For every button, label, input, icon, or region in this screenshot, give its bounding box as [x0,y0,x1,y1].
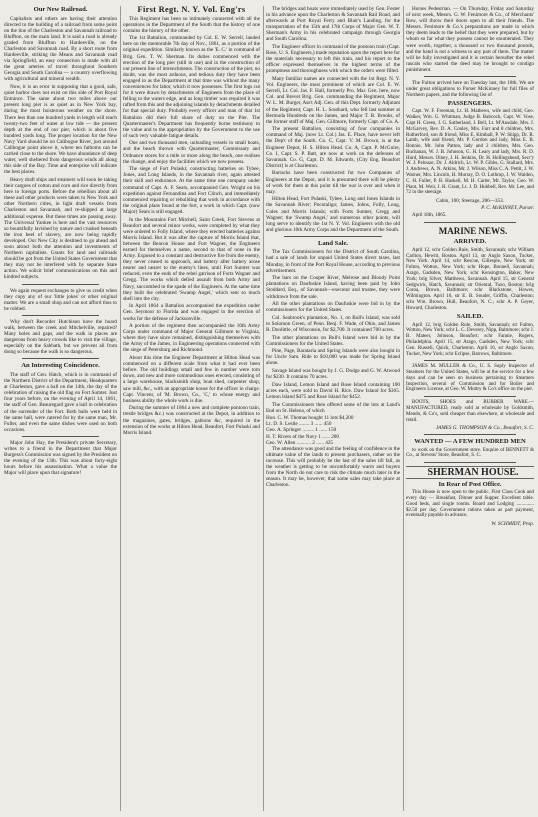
paragraph: Capitalists and others are having their attention directed to the building of a railroad from some point on the line of the Charleston and Savannah railroad to Bluffton, on the main land. It is said a road is already graded from Bluffton to Hardeeville, on the Charleston and Savannah road. By a short route from Hardeeville, striking the Means and Savannah road via Springfield, an easy connection is made with all the great arteries of travel throughout Southern Georgia and South Carolina — a country overflowing with agricultural and mineral wealth. [4,15,117,83]
sale-row: H. T. Rivers of the Navy 1 ...... 200 [266,433,339,440]
paragraph: Why don't Recorder Hutchison have the board walk, between the creek and Mitchelville, repaired? Many holes and gaps, and the walk in places are dangerous from heavy crowds like to visit the village, especially on the Sabbath, but we prevent all from doing so because the walk is so dangerous. [4,318,117,356]
sailed-text: April 12, brig Golden Rule, Smith, Savannah; str Fulton, Wotton, New York; schr L. C. Deverey, Nipp, Baltimore; schr J. B. Mateer, Johnson, Beaufort; schr Fannie, Rogers, Philadelphia. April 15, str Arago, Gadsden, New York; schr Gen. Russell, Quick, Charleston. April 16, str Anglo Saxon, Tucker, New York; schr Eclipse, Barrows, Baltimore. [406,322,534,357]
divider [424,222,516,223]
paragraph: The bridges and boats were immediately used by Gen. Foster in his advance upon the Charleston & Savannah Rail Road, and afterwards at Port Royal Ferry and Blair's Landing, for the transportation of the 15th and 17th Corps of Major Gen. W. T. Sherman's Army in his celebrated campaign through Georgia and South Carolina. [266,6,400,43]
sale-row: Hon. C. W. Thomas bought 11 lots $4,200 [266,415,354,422]
divider [22,358,99,359]
paragraph: Horses Pedestrian. — On Thursday, Friday and Saturday of next week, Messrs. G. W. Fenimore & Co., of Merchants' Row, will throw their doors open to all their friends. The Messrs. Fenimore & Co.'s preparations are made in which they deem leads to the belief that they were prepared, but by whom so far what they possess cannot be enumerated. They were worth, together, a thousand or two thousand pounds, and the hand is not a witness to any part of them. The matter will be fully investigated and it is certain hereafter the rebel rascals who started the deed may be brought to condign punishment. [406,6,534,73]
sale-row: Geo. W. Allen ........... 2 ...... 425 [266,439,334,446]
paragraph: The present Battalion, consisting of four companies in command of Maj. (now Lt. Col.) Jas. E. Place, have never left the Dep't of the South. Co. C, Capt. V. M. Brown, is at the Engineer Depot, H. S. Hilton Head. Co. A, Capt. P. McGuire, Co. I, Capt. S. P. Batt, are now at work on the defenses of Savannah. Co. G, Capt. D. M. Edwards, (City Eng. Beaufort District) is at Charleston. [266,126,400,169]
article-heading-coincidence: An Interesting Coincidence. [21,362,100,370]
paragraph: Pine, Page, Barataria and Spring Islands were also bought in for Uncle Sam. Ride to $10,000 was made for Spring Island alone. [266,348,400,367]
paragraph: Savage Island was bought by J. G. Dodge and G. W. Atwood for $230. It contains 70 acres. [266,368,400,381]
paragraph: The attendance was good and the feeling of confidence in the ultimate value of the lands to present purchasers, rather on the increase. This will probably be the last of the sales till fall, as the weather is getting to be uncomfortably warm and buyers from the North do not care to risk the climate much later in the season. It may be, however, that some sales may take place at Charleston. [266,445,400,489]
paragraph: Hilton Head, Fort Pulaski, Tybee, Long and Jones Islands in the Savannah River; Pocotaligo; James, Johns, Folly, Long, Coles and Morris Islands; with Forts Sumter, Gregg and Wagner; the 'Swamp Angel,' and numerous other points, will long serve to identify the 1st N. Y. Vol. Engineers with the old and glorious 10th Army Corps and the Department of the South. [266,196,400,233]
column-2 [123,6,260,811]
divider [22,284,99,285]
paragraph: All the other plantations on Daufuskie were bid in by the commissioners for the United States. [266,301,400,314]
paragraph: A portion of the regiment then accompanied the 10th Army Corps under command of Major General Gillmore to Virginia, where they have since remained, distinguishing themselves with the Army of the James, in Engineering operations connected with the siege of Petersburg and Richmond. [123,323,260,354]
paragraph: The 1st Battalion, commanded by Col. E. W. Serrell, landed here on the memorable 7th day of Nov., 1861, as a portion of the original expedition. Similarly known as the 'E. C.' in command of Brig. Gen. T. W. Sherman. Its duties commenced with the erection of the long pier (still in use) and in the construction of our present line of intrenchments. The construction of the pier, no doubt, was the most arduous, and tedious duty they have been engaged in as the Department at that time was without the many conveniences for labor, which it now possesses. The first logs cut for it were drawn by detachments of Engineers from the place of felling to the waters edge, and as long timber was required it was rafted from this and the adjoining islands by detachments detailed for that special duty. Probably every officer and man of that 1st Battalion did their full share of duty on the Pier. The Quartermaster's Department has frequently borne testimony to the value and to the appropriation by the Government to the use of such very valuable fatigue details. [123,35,260,139]
paragraph: We again request exchanges to give us credit when they copy any of our 'little jokes' or other original matter. We are a small shop and can not afford thus to be robbed. [4,287,117,312]
paragraph: The other plantations on Bull's Island were bid in by the Commissioners for the United States. [266,334,400,347]
article-heading-land-sale: Land Sale. [317,239,349,247]
article-heading-new-railroad: Our New Railroad. [33,6,88,13]
hotel-subheading: In Rear of Post Office. [438,480,502,488]
paragraph: Heavy draft ships and steamers will soon be taking their cargoes of cotton and corn and rice directly from here to foreign ports. Before the rebellion about all these and other products were taken to New York and other Northern cities, in light draft vessels from Charleston and Savannah, and re-shipped at large additional expense. But these times are passing away. The Universal Yankee is here and the vast resources so bountifully lavished by nature and crushed beneath the iron heel of slavery, are now being rapidly developed. Our New City is destined to go ahead and soon attract both the attention and investments of Northern capitalists. Grants for land and railroads should be got from the United States Government that they may not be interfered with by separate State action. We solicit brief communications on this and kindred subjects. [4,176,117,281]
divider [424,462,516,463]
paragraph: The siege of Fort Pulaski; constructing batteries on Tybee, Jones, and Long Islands, in the Savannah river, again attested their skill and endurance. At the same time one company under command of Capt. A. F. Sears, accompanied Gen. Wright on his expedition against Fernandina and Fort Clinch, and immediately commenced repairing or rebuilding that work in accordance with the original plans found at the fort, a work in which Capt. (now Major) Sears is still engaged. [123,166,260,215]
divider [22,436,99,437]
paragraph: Now, it is an error in supposing that a good, safe, quiet harbor does not exist on this side of Port Royal Entrance. The same about two miles above our present long pier is as quiet as in New York bay, during the most boisterous weather on the shore. There less than one hundred yards in length will reach twenty-two feet of water at low tide — the present depth at the end of our pier, which is about five hundred yards long. The proper location for the New Navy Yard should be on Calibogue River, just around Calibogue point above it, where ten fathoms can be carried close to the shore. We have abundance of deep water, well sheltered from dangerous winds all along this side of the Bay. Time and enterprise will indicate the best places. [4,84,117,176]
wanted-heading: WANTED — A FEW HUNDRED MEN [414,438,526,446]
arrived-heading: ARRIVED. [453,238,487,246]
paragraph: During the summer of 1864 a new and complete pontoon train, trestle bridges &c.) was constructed at the Depot, in addition to the magazines, gates, bridges, gabions &c, required in the extension of the works at Hilton Head, Beaufort, Fort Pulaski and Morris Island. [123,405,260,436]
divider [22,315,99,316]
divider [284,236,382,237]
column-4 [406,6,534,811]
purser-signature: P. C. McKINNEY, Purser. [481,205,534,212]
hotel-signature: W. SCHMIDT, Prop. [491,520,534,527]
paragraph: The bars on the Cooper River, Melrose and Bloody Point plantations on Daufuskie Island, having been paid by John Stoddard, Esq., of Savannah—executor and trustee, they were withdrawn from the sale. [266,275,400,300]
boots-advert: BOOTS, SHOES and RUBBER WARE.— MANUFACTURED, ready sold at wholesale by Goldsmith, Mendo, & Co's, sold cheaper than elsewhere, at wholesale and retail. [406,400,534,423]
paragraph: Col. Seabrook's plantation, No. 1, on Bull's Island, was sold to Solomon Green, of Penn. Benj. F. Wade, of Ohio, and James R. Doolittle, of Wisconsin, for $2,700. It contained 700 acres. [266,314,400,333]
paragraph: In the Mountains Fort Mitchell, Saint Creek, Fort Stevens at Beaufort and several minor works, were completed by what they were ordered to Folly Island, where they erected batteries against Morris Island. But it was after the capture of Morris Island that, between the Beacon House and Fort Wagner, the Engineers earned for themselves a name, second to that of none in the Army. Exposed to a constant and destructive fire from the enemy, they never ceased to approach, and battery after battery arose nearer and nearer to the enemy's lines, until Fort Sumter was reduced, even the ends of the rebel garrison of Forts Wagner and Gregg. The works which defied assault from both Army and Navy, succumbed to the spade of the Engineers. At the same time they built the celebrated 'Swamp Angel,' which sent so much shell into the city. [123,216,260,302]
divider [424,434,516,435]
paragraph: This Regiment has been so intimately connected with all the operations in the Department of the South that the history of one contains the history of the other. [123,15,260,34]
passenger-list: Capt. W. F. Freeman, Lt. H. Mathews, wife and child, Geo. Walker, Wm. G. Whitman, Judge B. Babcock, Capt. W. Vose, Capt H. Green, J. G. Sutherland, J. Bell, Lt. M'Ansdale, Mrs. J. McGarvey, Rev. D. A. Conley, Mrs. Farr and 8 children, Mrs. Rutherford, son & friend, Miss E. Kimball, P. W. Shipp, Dr. R. Lamb, wife and friend, Mr. P. Gordon and lady, Miss E. B. Bonnie, Mr. John Patton, lady and 2 children, Mrs. Geo. Buchanan, W. J. B. Johnson, G. H. Leary and lady, Mrs. R. D. Hurd, Messrs. Olney, J. H. Jenkins, Dr. H. Hollingshead, Secr'y W. J. Pelouze, Dr. J. Aldrich, Lt. W. P. Gibbs, G. Stallard, Mrs. J. Andrews, A. N. Atkins, Mr. J. Wilson, Miss C. A. Pettit, J. W. Warner, Mrs. Lincoln, H. Murray, D. O. Lothrop, J. W. Walden, C. H. Fuller, P. B. Haskell, M. H. Carter, Mr. Taylor, Geo. W. Plant, M. Weir, J. H. Grant, Lt. J. D. Hubbell, Rev. Mr. Lee, and 72 in the steerage. [406,109,534,196]
column-1 [4,6,117,811]
hotel-text: This House is now open to the public. First Class Cook and every day — Breakfast, Dinner and Supper. Excellent table. Good beds, and single rooms. Board and Lodging .............. $2.50 per day. Government rations taken as part payment, eventually payable in advance. [406,490,534,519]
paragraph: Daw Island, Lemon Island and Rose Island containing 100 acres each, were sold to David H. Rice. Daw Island for $365. Lemon Island $475 and Rose Island for $452. [266,381,400,400]
boots-advert-signature: JAMES G. THOMPSON & Co., Beaufort, S. C. [435,424,534,431]
paragraph: The Commissioners then offered some of the lots at Land's End on St. Helena, of which [266,401,400,414]
paragraph: One and two thousand men, unloading vessels in small boats, and the beach thrown with Quartermaster, Commissary and Ordnance stores for a mile or more along the beach, one realises the change, and enjoy the facilities which we now possess. [123,140,260,165]
paragraph: In April 1864 a Battalion accompanied the expedition under Gen. Seymour to Florida and was engaged in the erection of works for the defense of Jacksonville. [123,303,260,322]
paragraph: Major John Hay, the President's private Secretary, writes to a friend in the Department that Major Burgess's Commission was signed by the President on the evening of the 13th. This was about forty-eight hours before his assassination. What a value the Major will place upon that signature! [4,439,117,477]
inspector-notice: JAMES M. MULLER & Co., U. S. Suply Inspector of Steamers for the United States, will be at the service for a few days and can be seen on business pertaining to Steamers Inspection, several of Commission and for Boiler and Engineers License, at Geo. W. Muttry & Co's office on the pier. [406,364,534,393]
sale-row: Lt. D. S. Leslie ........ 3 ...... 450 [266,421,332,428]
divider [424,76,516,77]
paragraph: Barracks have been constructed for two Companies of Engineers at the Depot, and it is presumed there will be plenty of work for them at this point till the war is over and when it may. [266,170,400,195]
paragraph: The Tax Commissioners for the District of South Carolina, had a sale of lands for unpaid United States direct taxes, last Monday, in front of the Port Royal House, according to previous advertisement. [266,249,400,274]
paragraph: The Engineer officer in command of the pontoon train (Capt. Rose, U. S. Engineers,) made reputation upon the report here for the materials necessary to left this train, and his report to the officer expressed themselves in the highest terms of the promptness and thoroughness with which the orders were filled. [266,44,400,75]
column-rule [403,6,404,811]
cargo-line: Cabin, 100; Steerage, 286—353. [435,197,504,204]
passengers-heading: PASSENGERS. [447,99,493,107]
wanted-text: to work on the Government store. Enquire of BENNETT & Co., at Stevens' Store, Beaufort, S. C. [406,447,534,459]
sailed-heading: SAILED. [456,313,484,321]
column-rule [263,6,264,811]
hotel-heading: SHERMAN HOUSE. [406,466,534,479]
marine-news-heading: MARINE NEWS. [438,225,508,236]
sale-row: Geo. A. Springer ......... 1 ...... 150 [266,427,337,434]
column-3 [266,6,400,811]
article-heading-engineers: First Regt. N. Y. Vol. Eng'rs [137,6,246,14]
paragraph: About this time the Engineer Department at Hilton Head was commenced on a different scale from what it had ever been before. The old buildings small and few in number were torn down, and new and more commodious ones erected, consisting of a large warehouse, blacksmith shop, boat shed, carpenter shop, saw mill, &c., with an appropriate house for the officer in charge. Capt. Vincent, of 'M. Brown, Co., 'C,' to whose energy and business ability the whole work is due. [123,355,260,404]
column-rule [120,6,121,811]
mail-notice: The Fulton arrived here on Tuesday last, the 18th. We are under great obligations to Purser McKinney for full files of Northern papers, and the following list of [406,80,534,99]
paragraph: Many familiar names are connected with the 1st Regt. N. Y. Vol. Engineers, the most prominent of which are Col. E. W. Serrell, Lt. Col. Jas. F. Hall, formerly Pro. Mar. Gen. here, now Col. and Brevet Brig. Gen. commanding the Regiment, Major W. L. M. Burger, Ass't Adj. Gen. of this Dept. formerly Adjutant of the Regiment; Capt. H. L. Southard, who fell last summer at Bermuda Hundreds on the James, and Major T. B. Brooks, of the former staff of Maj. Gen. Gillmore, formerly Capt. of Co. A. [266,76,400,125]
divider [424,396,516,397]
arrivals-text: April 12, schr Golden Rule, Smith, Savannah; schr William Carlton, Hewitt, Boston. April 13, str Anglo Saxon, Tucker, New York. April 14, schr Rescue, Gillespie, New York; str Fulton, Wotton, New York; schr Hope, Bonnell, Savannah; Arago, Gadsden, New York; schr Kensington, Baker, New York; brig Silver, Matthews, Savannah. April 15, str General Sedgwick, Hatch, Savannah; str Oriental, Tuzo, Boston; brig Coroa, Brown, Baltimore; schr Blackstone, Howes, Wilmington. April 16, str E. B. Souder, Griffin, Charleston; schr Wm. Brown, Hull, Beaufort, N. C.; schr A. P. Geyer, Howard, Charleston. [406,247,534,311]
date-line: April 18th, 1865. [412,212,447,218]
paragraph: The staff of Gen. Hatch, which is in command of the Northern District of the Department, Headquarters at Charleston, gave a ball on the 14th, the day of the celebration of raising the old flag on Fort Sumter. Just four years before, on the evening of April 14, 1861, the staff of Gen. Beauregard gave a ball in celebration of the surrender of the Fort. Both balls were held in the same hall, were catered for by the same man, Mr. Fuller, and even the same dishes were used on both occasions. [4,371,117,433]
divider [424,360,516,361]
